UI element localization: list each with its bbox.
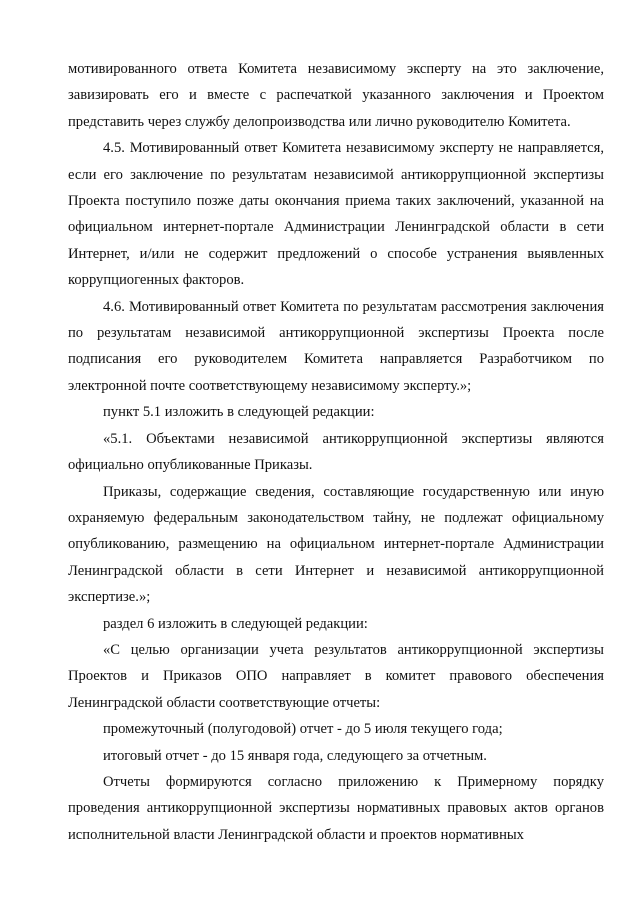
paragraph-4-5: 4.5. Мотивированный ответ Комитета независимому эксперту не направляется, если его заключение по результатам независимой антикоррупционной экспертизы Проекта поступило позже даты окончания приема таких заключений, указанной на официальном интернет-портале Администрации Ленинградской области в сети Интернет, и/или не содержит предложений о способе устранения выявленных коррупциогенных факторов. (68, 140, 604, 289)
paragraph-final-report: итоговый отчет - до 15 января года, следующего за отчетным. (103, 747, 487, 764)
paragraph-5-1: «5.1. Объектами независимой антикоррупционной экспертизы являются официально опубликованные Приказы. (68, 430, 604, 474)
paragraph-interim-report: промежуточный (полугодовой) отчет - до 5 июля текущего года; (103, 721, 503, 738)
document-page (68, 56, 604, 848)
paragraph-section-6: «С целью организации учета результатов антикоррупционной экспертизы Проектов и Приказов ОПО направляет в комитет правового обеспечения Ленинградской области соответствующие отчеты: (68, 641, 604, 711)
paragraph-item-5-1-intro: пункт 5.1 изложить в следующей редакции: (103, 404, 375, 421)
paragraph-continuation: мотивированного ответа Комитета независимому эксперту на это заключение, завизировать его и вместе с распечаткой указанного заключения и Проектом представить через службу делопроизводства или лично руководителю Комитета. (68, 61, 604, 130)
paragraph-orders-secret: Приказы, содержащие сведения, составляющие государственную или иную охраняемую федеральным законодательством тайну, не подлежат официальному опубликованию, размещению на официальном интернет-портале Администрации Ленинградской области в сети Интернет и независимой антикоррупционной экспертизе.»; (68, 483, 604, 606)
paragraph-section-6-intro: раздел 6 изложить в следующей редакции: (103, 615, 368, 632)
paragraph-4-6: 4.6. Мотивированный ответ Комитета по результатам рассмотрения заключения по результатам независимой антикоррупционной экспертизы Проекта после подписания его руководителем Комитета направляется Разработчиком по электронной почте соответствующему независимому эксперту.»; (68, 298, 604, 394)
paragraph-reports-formed: Отчеты формируются согласно приложению к Примерному порядку проведения антикоррупционной экспертизы нормативных правовых актов органов исполнительной власти Ленинградской области и проектов нормативных (68, 773, 604, 843)
